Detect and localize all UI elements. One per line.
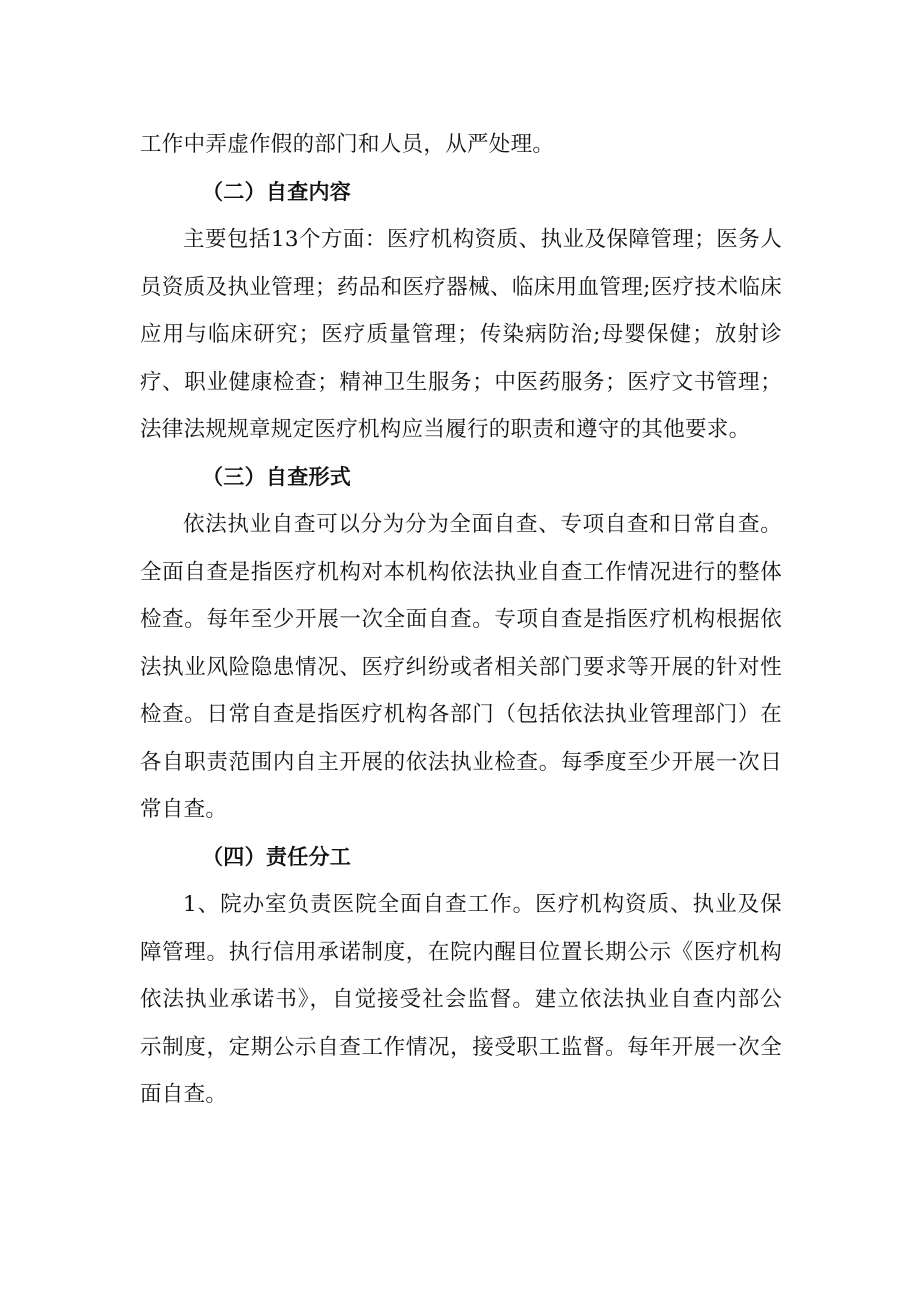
section-heading-responsibility: （四）责任分工	[202, 844, 352, 869]
section-body-content: 主要包括13个方面：医疗机构资质、执业及保障管理；医务人员资质及执业管理；药品和医疗器械、临床用血管理;医疗技术临床应用与临床研究；医疗质量管理；传染病防治;母婴保健；放射诊疗、职业健康检查；精神卫生服务；中医药服务；医疗文书管理；法律法规规章规定医疗机构应当履行的职责和遵守的其他要求。	[140, 227, 782, 442]
section-body-form: 依法执业自查可以分为分为全面自查、专项自查和日常自查。全面自查是指医疗机构对本机构依法执业自查工作情况进行的整体检查。每年至少开展一次全面自查。专项自查是指医疗机构根据依法执业风险隐患情况、医疗纠纷或者相关部门要求等开展的针对性检查。日常自查是指医疗机构各部门（包括依法执业管理部门）在各自职责范围内自主开展的依法执业检查。每季度至少开展一次日常自查。	[140, 512, 782, 822]
section-heading-form: （三）自查形式	[202, 464, 352, 489]
section-body-responsibility: 1、院办室负责医院全面自查工作。医疗机构资质、执业及保障管理。执行信用承诺制度，在院内醒目位置长期公示《医疗机构依法执业承诺书》，自觉接受社会监督。建立依法执业自查内部公示制度，定期公示自查工作情况，接受职工监督。每年开展一次全面自查。	[140, 892, 782, 1107]
document-content	[140, 121, 782, 1119]
section-heading-content: （二）自查内容	[202, 179, 352, 204]
continued-paragraph: 工作中弄虚作假的部门和人员，从严处理。	[140, 132, 555, 157]
